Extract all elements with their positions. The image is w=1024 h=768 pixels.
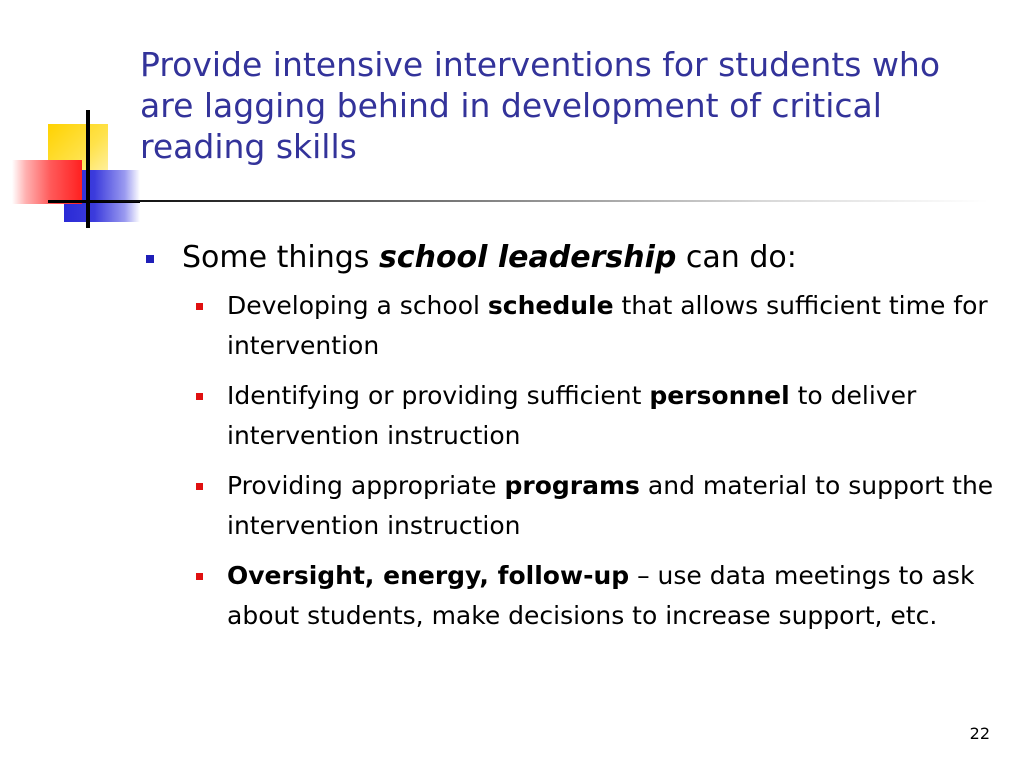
logo-vertical-bar <box>86 110 90 228</box>
page-number: 22 <box>969 724 990 743</box>
main-bullet <box>146 238 1006 278</box>
sub-bullet-before: Identifying or providing sufficient <box>227 381 650 410</box>
red-square-bullet-icon <box>196 303 203 310</box>
sub-bullet-text <box>227 376 1006 456</box>
sub-bullet-before: Developing a school <box>227 291 488 320</box>
sub-bullet-oversight <box>196 556 1006 636</box>
sub-bullet-list <box>196 286 1006 636</box>
blue-square-bullet-icon <box>146 255 154 263</box>
title-divider <box>88 200 988 202</box>
main-bullet-suffix: can do: <box>676 240 797 275</box>
sub-bullet-personnel <box>196 376 1006 456</box>
main-bullet-prefix: Some things <box>182 240 379 275</box>
red-square-bullet-icon <box>196 393 203 400</box>
red-square-bullet-icon <box>196 573 203 580</box>
sub-bullet-programs <box>196 466 1006 546</box>
slide-body <box>146 238 1006 646</box>
sub-bullet-text <box>227 286 1006 366</box>
main-bullet-text <box>182 238 797 278</box>
sub-bullet-bold: personnel <box>649 381 790 410</box>
sub-bullet-after: – use data meetings to ask about students, make decisions to increase support, etc. <box>227 561 975 630</box>
sub-bullet-text <box>227 556 1006 636</box>
sub-bullet-bold: schedule <box>487 291 614 320</box>
sub-bullet-bold: programs <box>504 471 640 500</box>
sub-bullet-bold: Oversight, energy, follow-up <box>227 561 630 590</box>
sub-bullet-schedule <box>196 286 1006 366</box>
slide-title: Provide intensive interventions for students who are lagging behind in development of critical reading skills <box>140 45 941 166</box>
sub-bullet-after: and material to support the intervention instruction <box>227 471 994 540</box>
sub-bullet-after: that allows sufficient time for intervention <box>227 291 988 360</box>
sub-bullet-before: Providing appropriate <box>227 471 505 500</box>
main-bullet-emphasis: school leadership <box>378 240 677 275</box>
corner-logo-icon <box>0 0 140 240</box>
sub-bullet-after: to deliver intervention instruction <box>227 381 917 450</box>
red-square-bullet-icon <box>196 483 203 490</box>
logo-red-square <box>12 160 82 204</box>
sub-bullet-text <box>227 466 1006 546</box>
